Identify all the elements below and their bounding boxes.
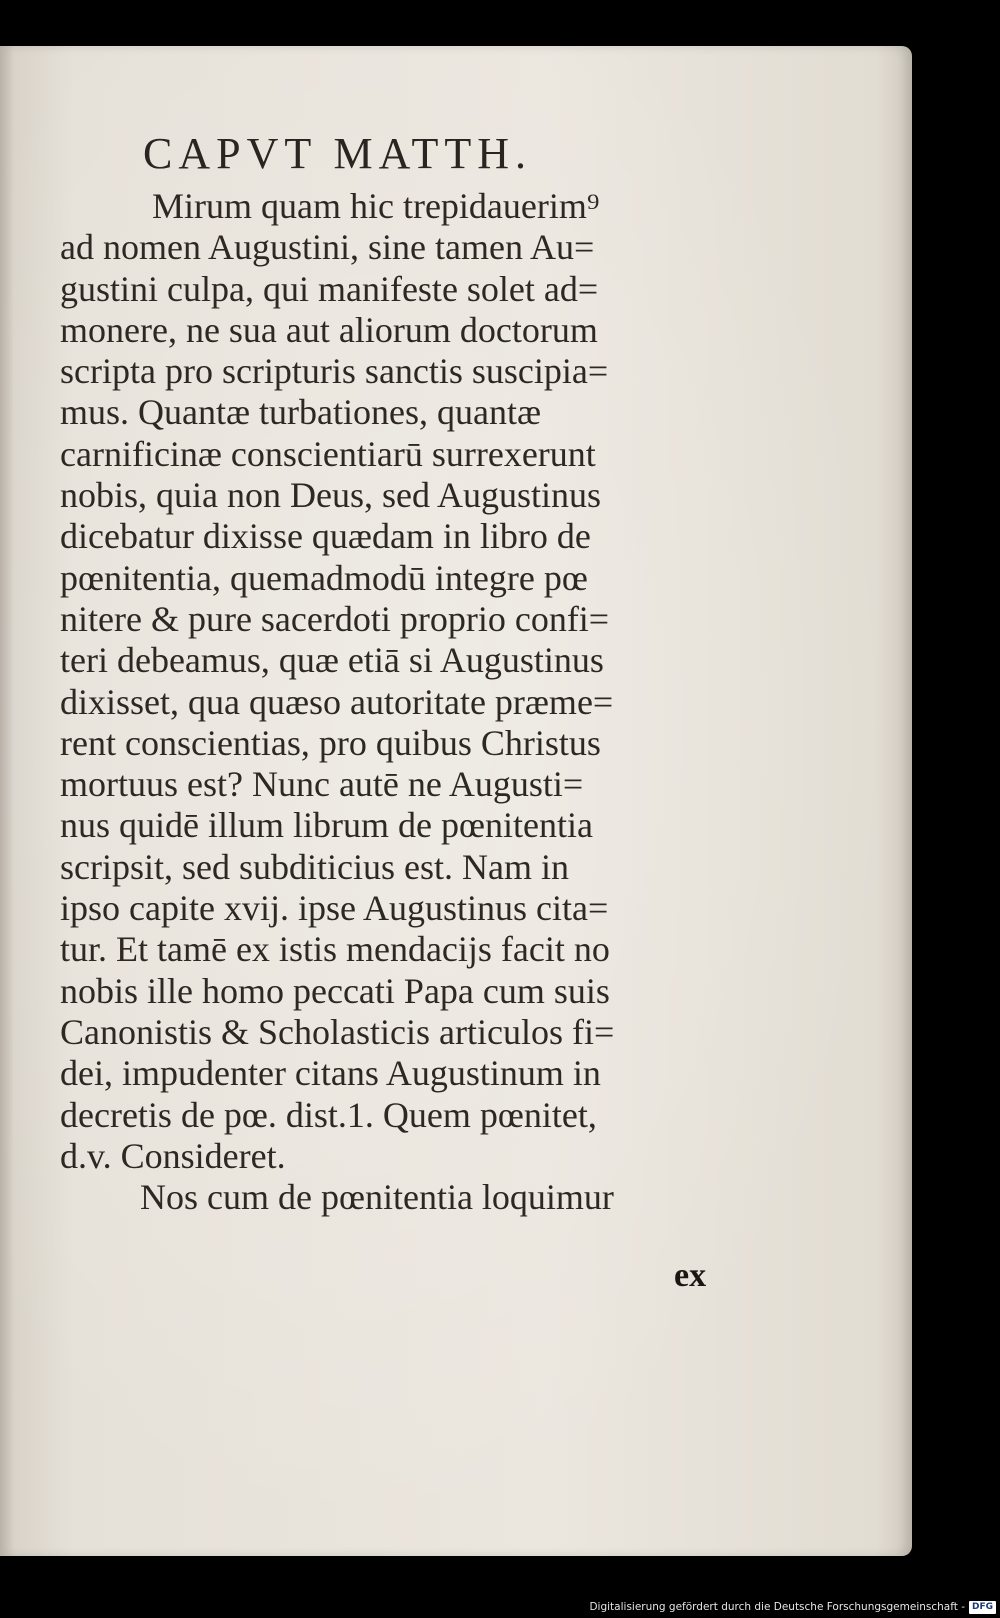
credit-text: Digitalisierung gefördert durch die Deutsche Forschungsgemeinschaft - [589, 1601, 965, 1613]
text-line: dei, impudenter citans Augustinum in [60, 1053, 601, 1094]
text-line: nus quidē illum librum de pœnitentia [60, 805, 593, 846]
text-line: ipso capite xvij. ipse Augustinus cita= [60, 888, 609, 929]
dfg-logo: DFG [969, 1601, 996, 1614]
running-header: CAPVT MATTH. [143, 129, 533, 178]
text-line: gustini culpa, qui manifeste solet ad= [60, 268, 599, 309]
text-line: pœnitentia, quemadmodū integre pœ [60, 557, 588, 598]
text-line: carnificinæ conscientiarū surrexerunt [60, 433, 596, 474]
page-gutter-shadow [0, 46, 14, 1556]
catchword: ex [674, 1257, 707, 1294]
digitization-credit [589, 1599, 996, 1615]
text-line: dixisset, qua quæso autoritate præme= [60, 681, 614, 722]
text-line: nobis, quia non Deus, sed Augustinus [60, 475, 602, 516]
text-line: mus. Quantæ turbationes, quantæ [60, 392, 541, 433]
text-line: scripsit, sed subditicius est. Nam in [60, 846, 569, 887]
text-line: scripta pro scripturis sanctis suscipia= [60, 351, 609, 392]
text-line: teri debeamus, quæ etiā si Augustinus [60, 640, 604, 681]
text-line: mortuus est? Nunc autē ne Augusti= [60, 764, 584, 805]
text-line: d.v. Consideret. [60, 1135, 286, 1176]
text-line: ad nomen Augustini, sine tamen Au= [60, 227, 595, 268]
paragraph-start-line: Nos cum de pœnitentia loquimur [140, 1177, 614, 1218]
text-line: nitere & pure sacerdoti proprio confi= [60, 598, 610, 639]
text-line: Canonistis & Scholasticis articulos fi= [60, 1011, 615, 1052]
text-line: monere, ne sua aut aliorum doctorum [60, 309, 598, 350]
text-line: dicebatur dixisse quædam in libro de [60, 516, 591, 557]
text-line: Mirum quam hic trepidauerim⁹ [152, 186, 600, 226]
text-line: decretis de pœ. dist.1. Quem pœnitet, [60, 1094, 597, 1135]
text-line: tur. Et tamē ex istis mendacijs facit no [60, 929, 610, 970]
page-body-text [60, 186, 720, 1218]
text-line: nobis ille homo peccati Papa cum suis [60, 970, 610, 1011]
text-line: rent conscientias, pro quibus Christus [60, 722, 601, 763]
